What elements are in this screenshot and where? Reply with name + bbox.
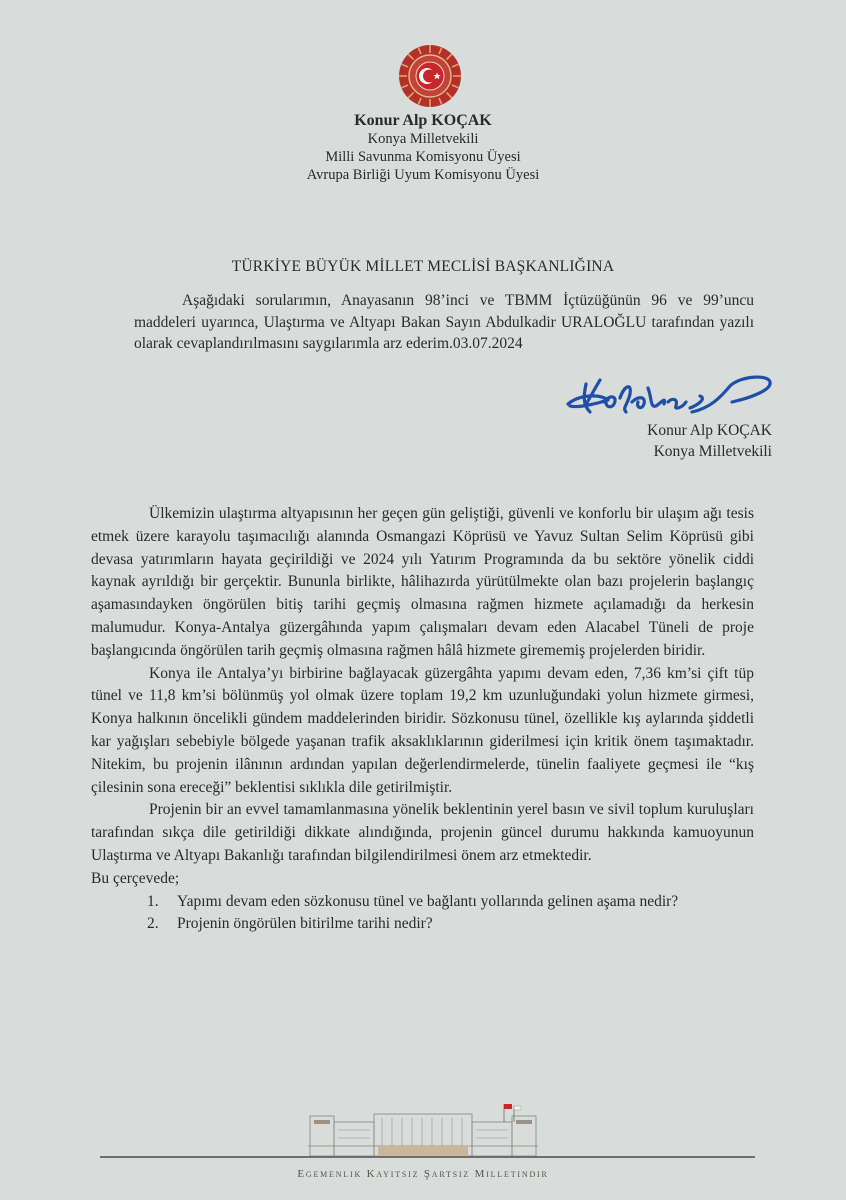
body-paragraph: Projenin bir an evvel tamamlanmasına yönelik beklentinin yerel basın ve sivil toplum kuruluşları tarafından sıkça dile getirildiği dikkate alındığında, projenin güncel durumu hakkında kamuoyunun Ulaştırma ve Altyapı Bakanlığı tarafından bilgilendirilmesi önem arz etmektedir. [91,801,754,864]
footer-divider [100,1156,755,1158]
signatory-title: Konya Milletvekili [653,443,772,460]
signature-block [560,368,780,463]
question-number: 1. [147,892,159,910]
question-text: Projenin öngörülen bitirilme tarihi nedir? [177,915,433,933]
question-item [91,913,754,936]
question-body [91,503,754,936]
sender-name: Konur Alp KOÇAK [354,112,492,129]
intro-section [134,290,754,355]
sender-header [0,111,846,184]
tbmm-building-icon [308,1102,538,1158]
question-number: 2. [147,915,159,933]
question-text: Yapımı devam eden sözkonusu tünel ve bağlantı yollarında gelinen aşama nedir? [177,892,679,910]
handwritten-signature-icon [560,368,780,428]
footer-motto: Egemenlik Kayıtsız Şartsız Milletindir [297,1168,549,1180]
sender-title: Konya Milletvekili [367,131,479,147]
intro-paragraph: Aşağıdaki sorularımın, Anayasanın 98’inci ve TBMM İçtüzüğünün 96 ve 99’uncu maddeleri uyarınca, Ulaştırma ve Altyapı Bakan Sayın Abdulkadir URALOĞLU tarafından yazılı olarak cevaplandırılmasını saygılarımla arz ederim.03.07.2024 [134,292,754,352]
sender-committee-1: Milli Savunma Komisyonu Üyesi [325,149,521,165]
lead-in-text: Bu çerçevede; [91,869,180,887]
signatory-name: Konur Alp KOÇAK [647,422,772,439]
question-list [91,891,754,937]
sender-committee-2: Avrupa Birliği Uyum Komisyonu Üyesi [306,167,540,183]
addressee-heading: TÜRKİYE BÜYÜK MİLLET MECLİSİ BAŞKANLIĞINA [231,258,615,275]
body-paragraph: Konya ile Antalya’yı birbirine bağlayacak güzergâhta yapımı devam eden, 7,36 km’si çift tüp tünel ve 11,8 km’si bölünmüş yol olmak üzere toplam 19,2 km uzunluğundaki yolun hizmete girmesi, Konya halkının öncelikli gündem maddelerinden biridir. Sözkonusu tünel, özellikle kış aylarında şiddetli kar yağışları sebebiyle bölgede yaşanan trafik aksaklıklarının giderilmesi için kritik önem taşımaktadır. Nitekim, bu projenin ilânının ardından yapılan değerlendirmelerde, tünelin faaliyete geçmesi ile “kış çilesinin sona ereceği” beklentisi sıklıkla dile getirilmiştir. [91,664,754,796]
tbmm-emblem-icon [398,44,462,108]
question-item [91,891,754,914]
body-paragraph: Ülkemizin ulaştırma altyapısının her geçen gün geliştiği, güvenli ve konforlu bir ulaşım ağı tesis etmek üzere karayolu taşımacılığı alanında Osmangazi Köprüsü ve Yavuz Sultan Selim Köprüsü gibi devasa yatırımların hayata geçirildiği ve 2024 yılı Yatırım Programında da bu sektöre yönelik ciddi kaynak ayrıldığı bir gerçektir. Bununla birlikte, hâlihazırda yürütülmekte olan bazı projelerin başlangıç aşamasındayken öngörülen bitiş tarihi geçmiş olmasına rağmen hizmete açılamadığı da herkesin malumudur. Konya-Antalya güzergâhında yapım çalışmaları devam eden Alacabel Tüneli de proje başlangıcında öngörülen tarih geçmiş olmasına rağmen hâlâ hizmete girememiş projelerden biridir. [91,505,754,659]
